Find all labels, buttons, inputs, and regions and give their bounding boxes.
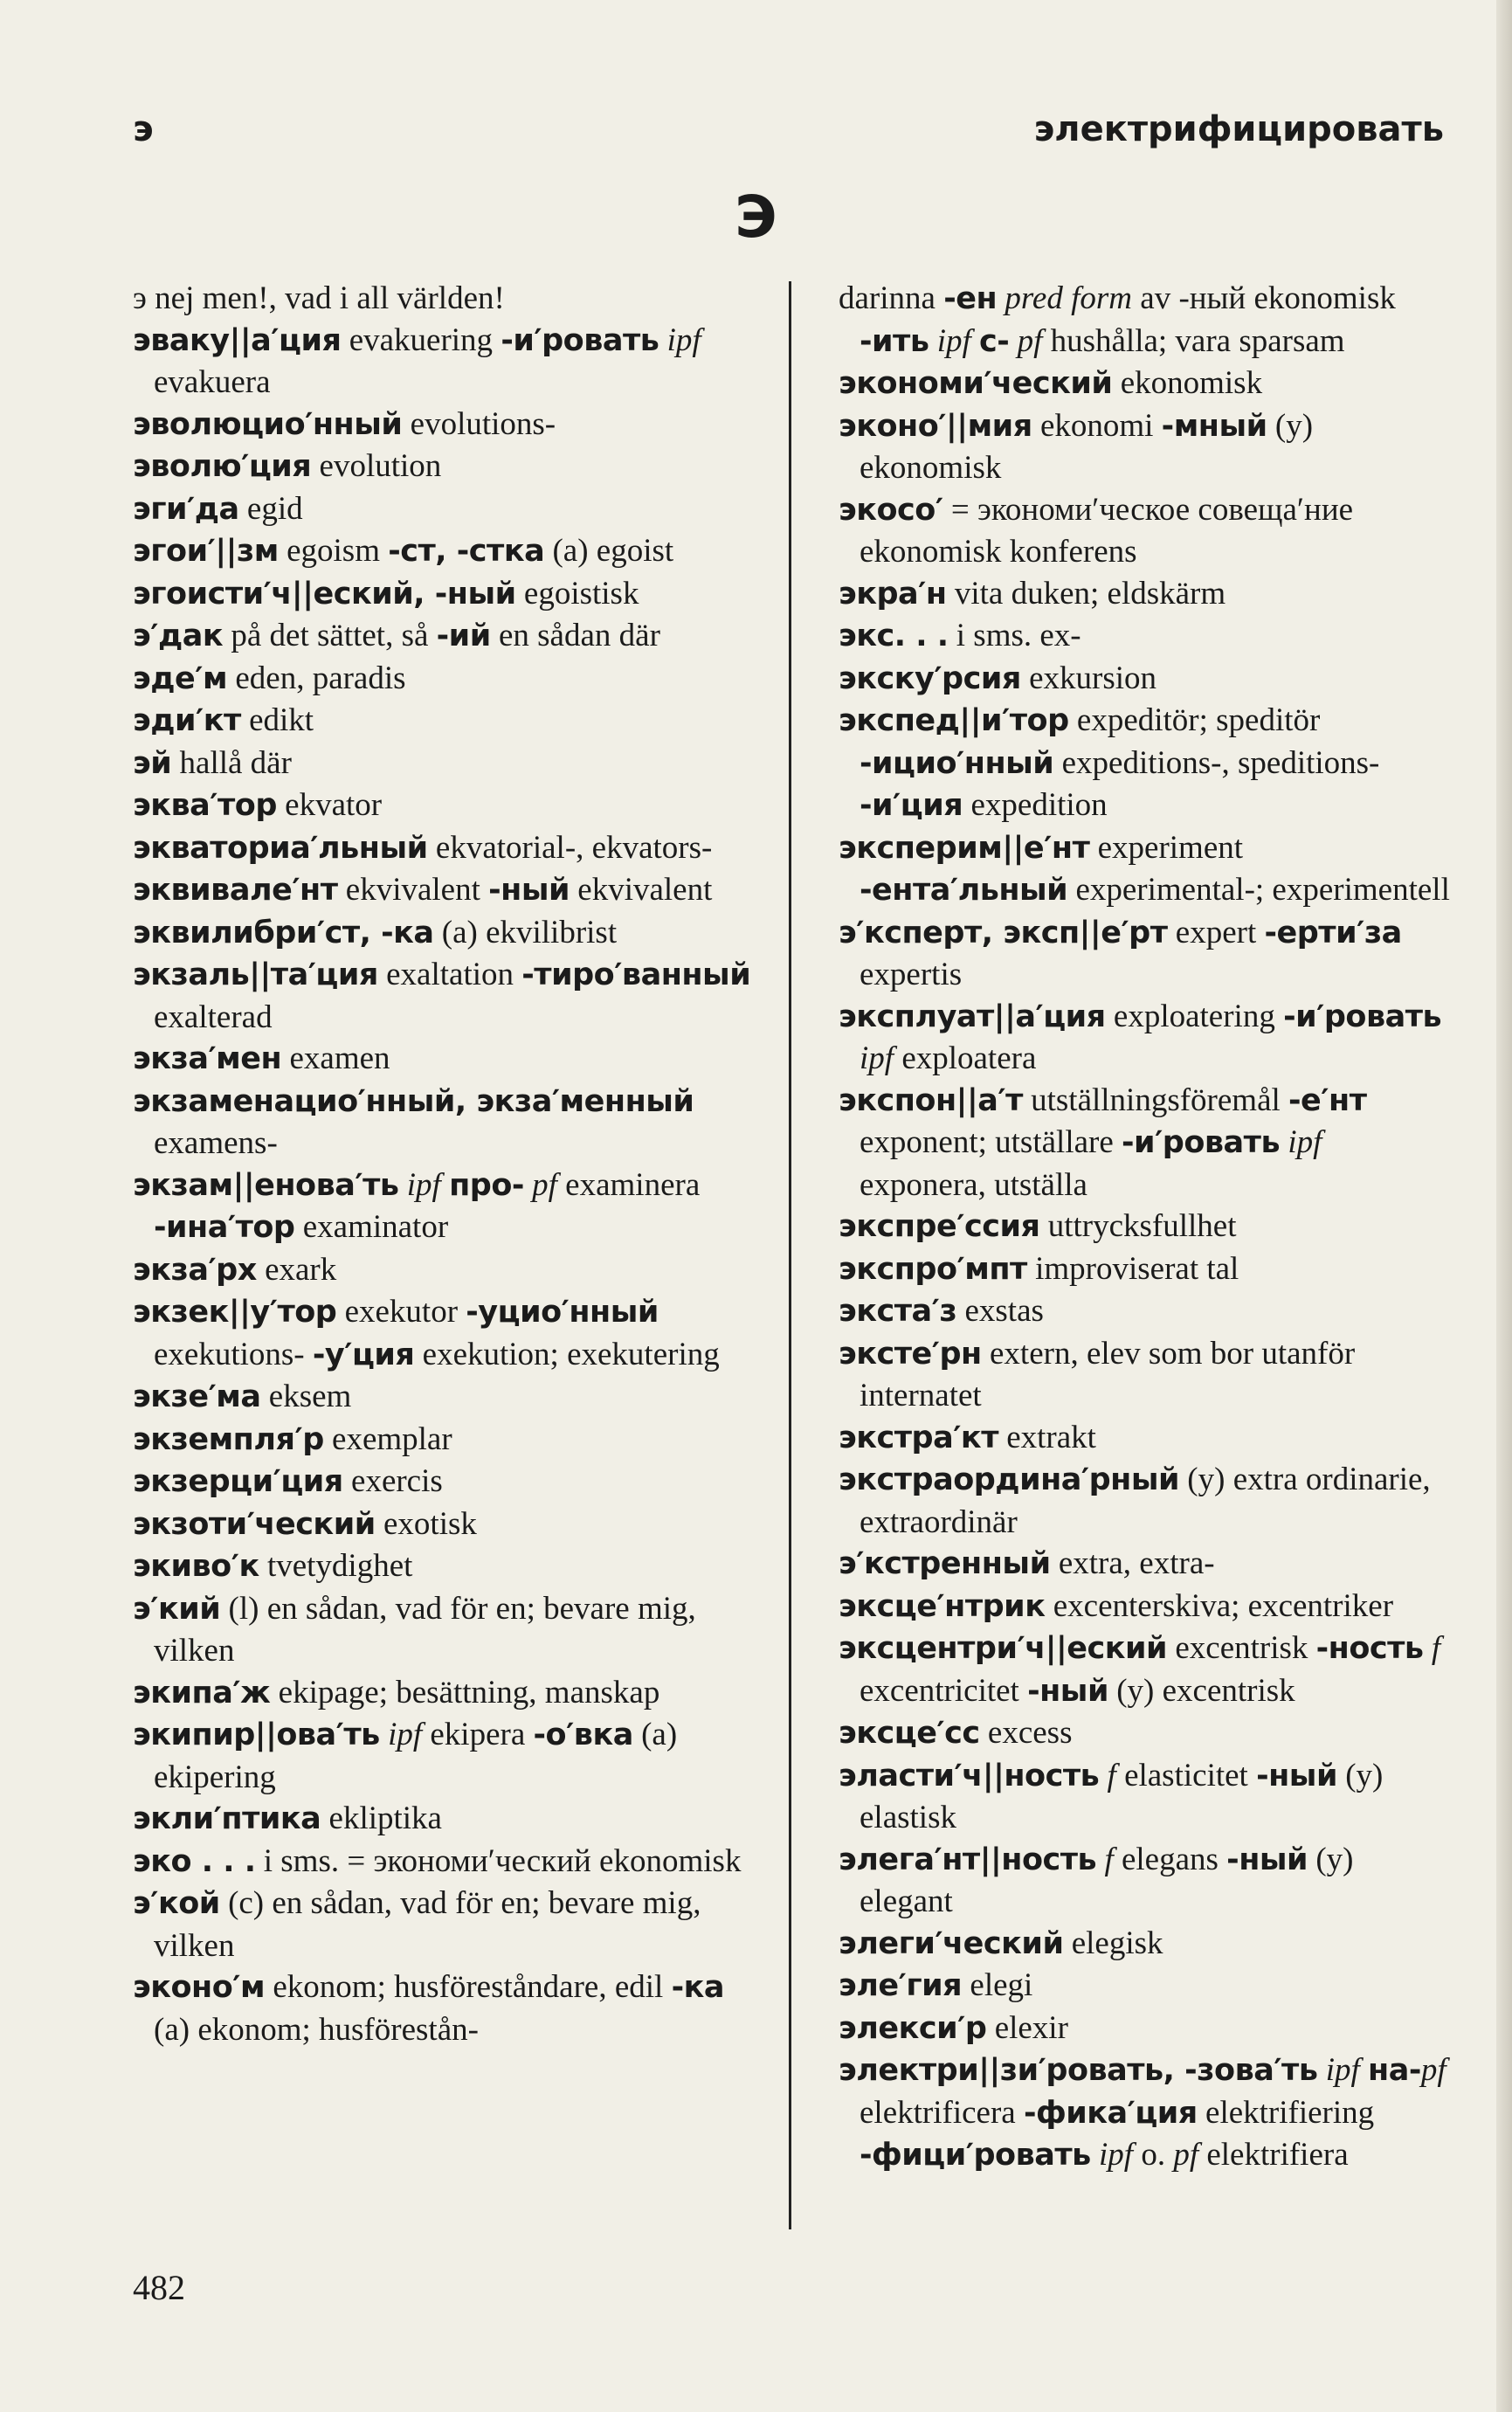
headword: -ст, -стка [388, 534, 545, 569]
grammar-label: pf [1420, 2052, 1446, 2088]
dictionary-entry [133, 1798, 762, 1841]
definition-text: eksem [260, 1379, 352, 1414]
grammar-label: ipf [388, 1717, 423, 1752]
definition-text: (c) en sådan, vad för en; bevare mig, vilken [154, 1885, 709, 1964]
definition-text [1091, 2137, 1099, 2173]
headword: -о′вка [533, 1717, 633, 1752]
dictionary-entry [839, 658, 1450, 701]
headword: -фици′ровать [860, 2138, 1091, 2173]
headword: эксце′сс [839, 1716, 980, 1751]
definition-text: (y) extra ordinarie, extraordinär [860, 1462, 1439, 1540]
grammar-label: f [1107, 1757, 1116, 1793]
headword: -ный [1256, 1758, 1337, 1793]
definition-text: э [133, 280, 147, 316]
dictionary-entry [839, 1543, 1450, 1586]
dictionary-entry [839, 1459, 1450, 1543]
dictionary-entry [839, 1839, 1450, 1923]
definition-text: exstas [956, 1293, 1044, 1329]
definition-text: ekliptika [321, 1800, 442, 1836]
headword: -ина′тор [154, 1210, 295, 1245]
grammar-label: ipf [1099, 2137, 1134, 2173]
definition-text: examinator [294, 1209, 449, 1245]
dictionary-entry [839, 2008, 1450, 2050]
headword: -и′ровать [1122, 1125, 1281, 1160]
definition-text: (a) ekvilibrist [433, 914, 618, 950]
definition-text: (a) ekonom; husförestån- [154, 1969, 733, 2048]
dictionary-entry [133, 320, 762, 404]
definition-text: expertis [860, 914, 1411, 992]
dictionary-entry [133, 1249, 762, 1292]
definition-text: elegans [1113, 1841, 1227, 1877]
definition-text: uttrycksfullhet [1039, 1208, 1237, 1244]
headword: эко . . . [133, 1843, 256, 1879]
grammar-label: ipf [860, 1040, 894, 1076]
headword: про- [449, 1167, 524, 1203]
definition-text: en sådan där [490, 618, 660, 653]
dictionary-entry [839, 363, 1450, 405]
dictionary-entry [133, 488, 762, 531]
definition-text: exekutor [336, 1294, 466, 1330]
definition-text: evakuera [154, 321, 709, 400]
definition-text: ekvivalent [570, 872, 713, 908]
definition-text: exponera, utställa [860, 1124, 1330, 1203]
definition-text: utställningsföremål [1022, 1082, 1289, 1118]
definition-text: excenterskiva; excentriker [1045, 1587, 1394, 1624]
definition-text [1360, 2052, 1368, 2088]
headword: экзе′ма [133, 1379, 261, 1414]
headword: -тиро′ванный [521, 957, 751, 992]
definition-text: egoism [278, 533, 389, 569]
definition-text: elasticitet [1115, 1757, 1257, 1793]
definition-text: examens- [154, 1082, 702, 1161]
dictionary-entry [839, 1965, 1450, 2008]
headword: -фика′ция [1023, 2095, 1198, 2131]
headword: эксперим||е′нт [839, 830, 1090, 866]
definition-text [524, 1167, 532, 1203]
dictionary-entry [133, 1461, 762, 1503]
headword: экзерци′ция [133, 1464, 343, 1499]
definition-text: excentrisk [1167, 1630, 1316, 1666]
definition-text: exploatera [894, 1040, 1037, 1076]
dictionary-entry [839, 1923, 1450, 1966]
dictionary-entry [839, 1755, 1450, 1839]
dictionary-entry [133, 1419, 762, 1462]
definition-text: evakuering [341, 321, 501, 358]
definition-text: exekution; exekutering [414, 1336, 720, 1372]
definition-text: exponent; utställare [860, 1082, 1375, 1160]
definition-text: elektrifiering [1197, 2094, 1383, 2131]
dictionary-entry [133, 1081, 762, 1165]
headword: экономи′ческий [839, 366, 1113, 401]
dictionary-entry [839, 996, 1450, 1080]
definition-text: elektrifiera [1198, 2137, 1349, 2173]
headword: -мный [1161, 408, 1267, 444]
headword: э′ксперт, эксп||е′рт [839, 915, 1168, 950]
definition-text: (l) en sådan, vad för en; bevare mig, vilken [154, 1590, 705, 1669]
headword: экзаль||та′ция [133, 957, 378, 992]
headword: -ность [1315, 1631, 1424, 1666]
definition-text: excess [979, 1715, 1073, 1751]
definition-text: evolutions- [402, 405, 556, 442]
headword: э′кстренный [839, 1546, 1051, 1581]
dictionary-entry [839, 1248, 1450, 1291]
headword: элега′нт||ность [839, 1842, 1097, 1877]
headword: эваку||а′ция [133, 322, 342, 358]
dictionary-entry [839, 573, 1450, 616]
dictionary-entry [133, 1376, 762, 1419]
dictionary-entry [839, 1080, 1450, 1206]
definition-text: (y) elastisk [860, 1757, 1391, 1835]
dictionary-entry [133, 1503, 762, 1546]
headword: эксце′нтрик [839, 1588, 1046, 1624]
definition-text: examen [281, 1040, 390, 1076]
definition-text [971, 323, 979, 359]
dictionary-entry [133, 658, 762, 701]
dictionary-entry [133, 1841, 762, 1883]
headword: эй [133, 745, 172, 781]
dictionary-entry [839, 1333, 1450, 1417]
dictionary-entry [133, 700, 762, 743]
headword: эксцентри′ч||еский [839, 1631, 1168, 1666]
dictionary-entry [133, 1165, 762, 1249]
definition-text: nej men!, vad i all världen! [146, 280, 505, 316]
headword: экспед||и′тор [839, 703, 1069, 738]
headword: -и′ция [860, 788, 963, 823]
definition-text: excentricitet [860, 1630, 1449, 1709]
definition-text: extra, extra- [1050, 1545, 1215, 1581]
headword: эгоисти′ч||еский, -ный [133, 576, 516, 612]
grammar-label: ipf [936, 322, 971, 359]
headword: экиво′к [133, 1549, 259, 1584]
dictionary-entry [133, 1672, 762, 1715]
dictionary-entry [133, 446, 762, 488]
definition-text: hushålla; vara sparsam [1042, 322, 1345, 359]
running-head-right: электрифицировать [1033, 109, 1444, 149]
headword: э′кий [133, 1591, 221, 1627]
definition-text: examinera [556, 1166, 708, 1203]
dictionary-entry [839, 1628, 1450, 1712]
headword: экза′рх [133, 1252, 257, 1288]
definition-text: darinna [839, 280, 944, 316]
headword: -ента′льный [860, 873, 1068, 908]
dictionary-entry [133, 869, 762, 912]
headword: экстра′кт [839, 1420, 998, 1455]
definition-text: ekvatorial-, ekvators- [427, 829, 713, 866]
definition-text [659, 322, 666, 358]
definition-text: o. [1133, 2137, 1174, 2173]
column-divider [789, 281, 791, 2229]
definition-text: expeditions-, speditions- [1053, 744, 1388, 781]
dictionary-entry [133, 573, 762, 616]
dictionary-entry [839, 1417, 1450, 1460]
headword: эконо′м [133, 1970, 266, 2005]
headword: экипа′ж [133, 1675, 271, 1711]
definition-text: = экономи′ческое совеща′ние ekonomisk konferens [860, 491, 1362, 570]
headword: экземпля′р [133, 1421, 324, 1457]
headword: -ицио′нный [860, 745, 1054, 781]
headword: элеги′ческий [839, 1925, 1064, 1961]
definition-text: ekipage; besättning, manskap [270, 1674, 660, 1711]
headword: экосо′ [839, 492, 943, 528]
definition-text: elektrificera [860, 2052, 1454, 2131]
headword: -ерти′за [1264, 915, 1402, 950]
dictionary-entry [839, 278, 1450, 363]
definition-text: exark [256, 1251, 337, 1288]
headword: эква′тор [133, 788, 277, 823]
headword: э′дак [133, 619, 224, 653]
headword: -ный [1027, 1673, 1108, 1709]
definition-text [399, 1167, 407, 1203]
definition-text: exotisk [375, 1505, 477, 1542]
page-number: 482 [133, 2268, 185, 2307]
definition-text: (y) excentrisk [1108, 1672, 1295, 1709]
dictionary-entry [133, 1966, 762, 2050]
definition-text: ekipera [422, 1717, 534, 1752]
headword: на- [1368, 2053, 1421, 2088]
definition-text: edikt [240, 702, 314, 738]
definition-text: i sms. ex- [948, 618, 1081, 653]
definition-text [380, 1717, 388, 1752]
headword: -и′ровать [1283, 999, 1442, 1034]
dictionary-entry [839, 827, 1450, 912]
grammar-label: ipf [1325, 2052, 1360, 2088]
definition-text: på det sättet, så [223, 618, 437, 653]
headword: -ный [488, 873, 570, 908]
headword: -ить [860, 323, 929, 359]
definition-text: tvetydighet [259, 1548, 413, 1584]
dictionary-entry [133, 954, 762, 1038]
definition-text: exekutions- [154, 1294, 667, 1372]
headword: экспре′ссия [839, 1209, 1040, 1244]
headword: экза′мен [133, 1041, 282, 1076]
headword: экваториа′льный [133, 830, 428, 866]
dictionary-entry [133, 1883, 762, 1966]
headword: экста′з [839, 1294, 957, 1329]
headword: эквивале′нт [133, 873, 338, 908]
definition-text: exaltation [377, 957, 522, 992]
page-edge-shadow [1496, 0, 1512, 2412]
headword: эквилибри′ст, -ка [133, 915, 434, 950]
running-head-left: э [133, 109, 154, 149]
definition-text: expeditör; speditör [1068, 702, 1329, 738]
definition-text [1317, 2052, 1325, 2088]
dictionary-entry [839, 1290, 1450, 1333]
definition-text: egoistisk [515, 575, 639, 612]
dictionary-entry [839, 405, 1450, 489]
headword: -у′ция [312, 1337, 415, 1372]
definition-text: vita duken; eldskärm [946, 575, 1226, 612]
dictionary-entry [839, 2049, 1454, 2177]
headword: э′кой [133, 1886, 220, 1921]
grammar-label: pf [1017, 322, 1043, 359]
dictionary-entry [133, 1038, 762, 1081]
headword: эласти′ч||ность [839, 1758, 1100, 1793]
headword: экспон||а′т [839, 1082, 1023, 1118]
headword: эде′м [133, 660, 228, 696]
definition-text: exercis [342, 1463, 443, 1499]
definition-text [1441, 999, 1449, 1034]
headword: экипир||ова′ть [133, 1717, 380, 1752]
headword: электри||зи′ровать, -зова′ть [839, 2053, 1318, 2088]
definition-text: elexir [986, 2009, 1068, 2046]
headword: -уцио′нный [466, 1295, 659, 1330]
headword: экзоти′ческий [133, 1506, 376, 1542]
definition-text: ekvivalent [337, 872, 489, 908]
headword: экзек||у′тор [133, 1295, 337, 1330]
definition-text: (a) egoist [544, 533, 674, 569]
dictionary-entry [839, 1712, 1450, 1755]
definition-text: egid [238, 490, 303, 527]
headword: экзаменацио′нный, экза′менный [133, 1083, 694, 1119]
definition-text: evolution [311, 448, 442, 484]
definition-text: ekonomisk [1112, 365, 1263, 401]
headword: эксте′рн [839, 1336, 982, 1372]
headword: с- [979, 323, 1010, 359]
definition-text: (a) ekipering [154, 1717, 686, 1795]
grammar-label: ipf [406, 1166, 441, 1203]
headword: -ка [671, 1970, 724, 2005]
grammar-label: ipf [666, 321, 701, 358]
definition-text: expert [1167, 914, 1265, 950]
definition-text: experiment [1089, 829, 1252, 866]
dictionary-entry [839, 1206, 1450, 1248]
dictionary-entry [133, 1545, 762, 1588]
headword: экзам||енова′ть [133, 1167, 399, 1203]
dictionary-entry [133, 615, 762, 658]
definition-text: elegisk [1063, 1925, 1163, 1961]
dictionary-entry [133, 1714, 762, 1798]
headword: -ий [436, 619, 491, 653]
definition-text: i sms. = экономи′ческий ekonomisk [255, 1842, 742, 1879]
headword: эксплуат||а′ция [839, 999, 1106, 1034]
definition-text: exemplar [323, 1420, 452, 1457]
headword: эле′гия [839, 1968, 963, 2003]
dictionary-entry [839, 489, 1450, 573]
definition-text: extrakt [998, 1419, 1096, 1455]
headword: экску′рсия [839, 660, 1021, 696]
section-letter: Э [735, 183, 777, 251]
headword: эгои′||зм [133, 534, 279, 569]
grammar-label: ipf [1288, 1124, 1322, 1160]
grammar-label: pf [532, 1166, 557, 1203]
definition-text: expedition [963, 787, 1108, 823]
definition-text [1280, 1124, 1288, 1160]
headword: экспро′мпт [839, 1251, 1027, 1287]
grammar-label: pf [1173, 2137, 1199, 2173]
definition-text: (y) ekonomisk [860, 407, 1322, 486]
headword: эволюцио′нный [133, 406, 403, 442]
definition-text [441, 1167, 449, 1203]
definition-text: eden, paradis [227, 660, 406, 696]
definition-text: exkursion [1020, 660, 1157, 696]
definition-text: hallå där [171, 744, 292, 781]
headword: -и′ровать [501, 322, 659, 358]
definition-text: experimental-; experimentell [1067, 872, 1450, 908]
definition-text: exalterad [154, 957, 759, 1035]
dictionary-entry [133, 530, 762, 573]
grammar-label: f [1431, 1630, 1441, 1666]
dictionary-entry [133, 1291, 762, 1376]
definition-text [1424, 1630, 1432, 1666]
dictionary-entry [133, 278, 762, 320]
left-column [133, 278, 762, 2050]
headword: -е′нт [1288, 1082, 1367, 1118]
right-column [839, 278, 1454, 2177]
grammar-label: pred form [1005, 280, 1133, 316]
definition-text: (y) elegant [860, 1841, 1362, 1919]
grammar-label: f [1104, 1841, 1114, 1877]
headword: экли′птика [133, 1801, 321, 1836]
dictionary-entry [839, 615, 1450, 658]
dictionary-entry [133, 743, 762, 785]
definition-text: improviserat tal [1026, 1250, 1239, 1287]
definition-text: ekvator [276, 787, 383, 823]
definition-text [1099, 1758, 1107, 1793]
definition-text: exploatering [1105, 998, 1284, 1034]
headword: эги′да [133, 491, 239, 527]
dictionary-entry [133, 827, 762, 870]
dictionary-entry [133, 404, 762, 446]
definition-text: ekonomi [1032, 407, 1162, 444]
dictionary-entry [839, 700, 1450, 827]
dictionary-entry [839, 1586, 1450, 1628]
headword: элекси′р [839, 2010, 987, 2046]
headword: экс. . . [839, 619, 949, 653]
definition-text: ekonom; husföreståndare, edil [265, 1969, 672, 2005]
headword: -ен [943, 281, 998, 316]
dictionary-entry [133, 784, 762, 827]
headword: эконо′||мия [839, 408, 1032, 444]
headword: экра′н [839, 576, 947, 612]
definition-text: av -ный ekonomisk [1132, 280, 1405, 316]
headword: эволю′ция [133, 449, 312, 484]
definition-text: extern, elev som bor utanför internatet [860, 1335, 1364, 1413]
dictionary-entry [133, 912, 762, 955]
definition-text [929, 323, 936, 359]
definition-text [1009, 323, 1017, 359]
headword: -ный [1226, 1842, 1308, 1877]
headword: экстраордина′рный [839, 1462, 1180, 1497]
headword: эди′кт [133, 703, 241, 738]
dictionary-entry [839, 912, 1450, 996]
definition-text: elegi [962, 1967, 1033, 2003]
dictionary-entry [133, 1588, 762, 1672]
